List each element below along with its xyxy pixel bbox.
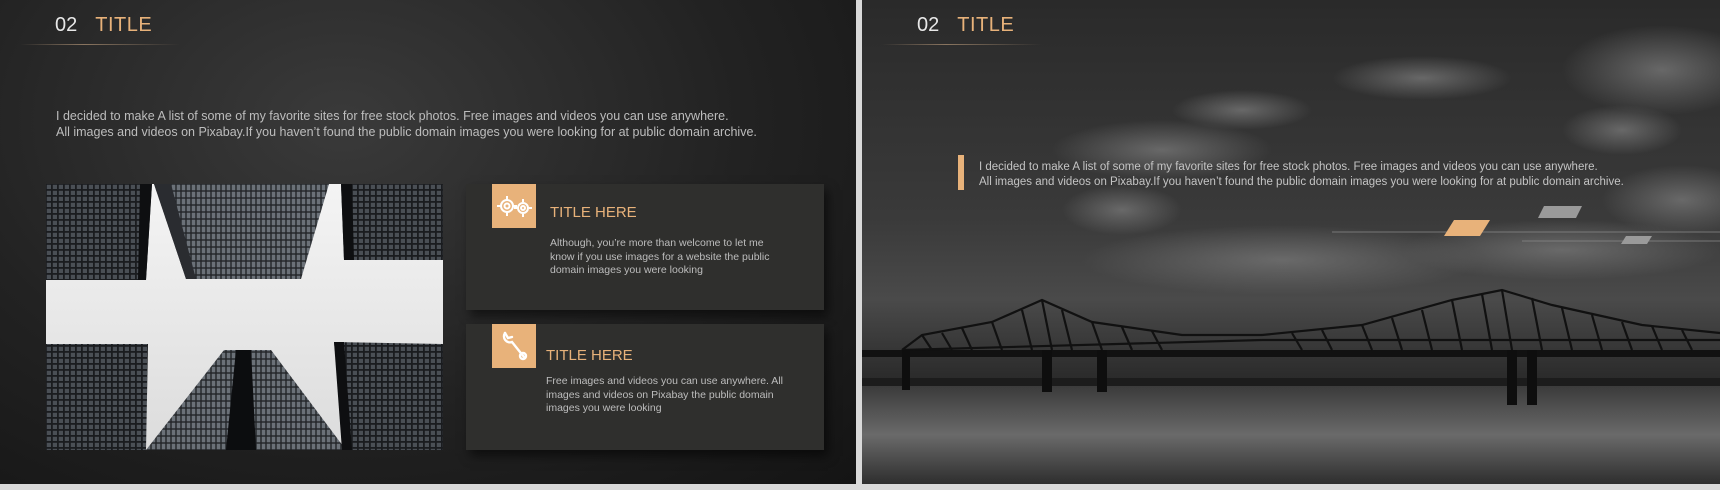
section-number: 02 xyxy=(917,14,940,36)
header-underline xyxy=(882,44,1042,45)
intro-paragraph xyxy=(56,108,836,140)
gears-icon xyxy=(492,184,536,228)
intro-line-2: All images and videos on Pixabay.If you haven’t found the public domain images you were looking for at public domain archive. xyxy=(56,125,757,139)
section-title: TITLE xyxy=(95,14,153,36)
wrench-icon xyxy=(492,324,536,368)
slide-header xyxy=(917,14,1014,37)
skyscraper-photo xyxy=(46,184,443,450)
feature-card-1 xyxy=(466,184,824,310)
header-underline xyxy=(20,44,180,45)
slide-header xyxy=(55,14,152,37)
section-title: TITLE xyxy=(957,14,1015,36)
overlay-paragraph xyxy=(979,160,1699,189)
card-text: Although, you’re more than welcome to let me know if you use images for a website the public domain images you were looking xyxy=(550,237,770,276)
slide-2 xyxy=(862,0,1720,484)
overlay-line-2: All images and videos on Pixabay.If you haven’t found the public domain images you were looking for at public domain archive. xyxy=(979,175,1624,188)
bridge-background-image xyxy=(862,0,1720,484)
card-title: TITLE HERE xyxy=(550,204,637,221)
feature-card-2 xyxy=(466,324,824,450)
slide-1 xyxy=(0,0,856,484)
card-text: Free images and videos you can use anywhere. All images and videos on Pixabay the public domain images you were looking xyxy=(546,375,783,414)
intro-line-1: I decided to make A list of some of my favorite sites for free stock photos. Free images and videos you can use anywhere. xyxy=(56,109,729,123)
skyscraper-illustration xyxy=(46,184,443,450)
card-title: TITLE HERE xyxy=(546,347,633,364)
section-number: 02 xyxy=(55,14,78,36)
overlay-line-1: I decided to make A list of some of my favorite sites for free stock photos. Free images and videos you can use anywhere. xyxy=(979,161,1598,173)
quote-accent-bar xyxy=(958,155,964,190)
